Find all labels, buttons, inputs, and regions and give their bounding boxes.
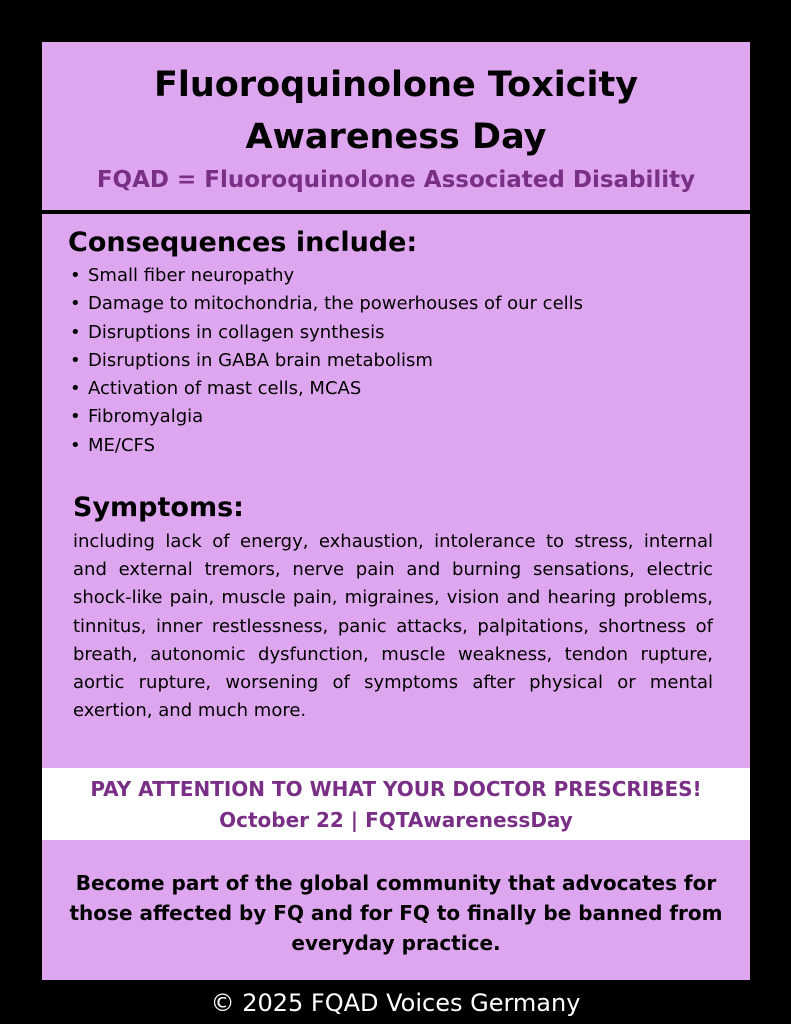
callout-banner <box>42 768 750 840</box>
list-item-text: Disruptions in GABA brain metabolism <box>88 349 433 371</box>
callout-warning: PAY ATTENTION TO WHAT YOUR DOCTOR PRESCRIBES! <box>90 777 702 801</box>
list-item <box>70 262 583 290</box>
subtitle: FQAD = Fluoroquinolone Associated Disability <box>96 167 696 193</box>
bullet-icon: • <box>70 378 81 400</box>
bullet-icon: • <box>70 349 81 371</box>
bullet-icon: • <box>70 293 81 315</box>
consequences-heading: Consequences include: <box>68 227 418 258</box>
symptoms-paragraph: including lack of energy, exhaustion, intolerance to stress, internal and external tremors, nerve pain and burning sensations, electric shock-like pain, muscle pain, migraines, vision and hearing problems, tinnitus, inner restlessness, panic attacks, palpitations, shortness of breath, autonomic dysfunction, muscle weakness, tendon rupture, aortic rupture, worsening of symptoms after physical or mental exertion, and much more. <box>73 531 713 722</box>
list-item-text: Small fiber neuropathy <box>88 265 295 286</box>
list-item <box>70 403 583 431</box>
bullet-icon: • <box>70 406 81 428</box>
list-item <box>70 375 583 403</box>
bullet-icon: • <box>70 321 81 343</box>
bullet-icon: • <box>70 434 81 456</box>
list-item-text: Fibromyalgia <box>88 406 204 428</box>
page-title-line-2: Awareness Day <box>245 117 547 157</box>
consequences-list <box>70 262 583 460</box>
list-item-text: Damage to mitochondria, the powerhouses of our cells <box>88 293 584 315</box>
header-panel <box>42 42 750 210</box>
list-item-text: Activation of mast cells, MCAS <box>88 378 362 400</box>
page-title-line-1: Fluoroquinolone Toxicity <box>153 65 639 105</box>
list-item-text: ME/CFS <box>88 434 155 456</box>
list-item <box>70 290 583 318</box>
footer-panel <box>42 840 750 980</box>
list-item <box>70 432 583 460</box>
callout-date-hashtag: October 22 | FQTAwarenessDay <box>219 808 573 832</box>
symptoms-heading: Symptoms: <box>73 492 244 523</box>
list-item-text: Disruptions in collagen synthesis <box>88 321 385 343</box>
copyright-notice: © 2025 FQAD Voices Germany <box>210 989 581 1017</box>
bullet-icon: • <box>70 265 81 286</box>
list-item <box>70 347 583 375</box>
list-item <box>70 319 583 347</box>
content-panel <box>42 214 750 768</box>
call-to-action-text: Become part of the global community that advocates for those affected by FQ and for FQ to finally be banned from everyday practice. <box>69 871 723 955</box>
